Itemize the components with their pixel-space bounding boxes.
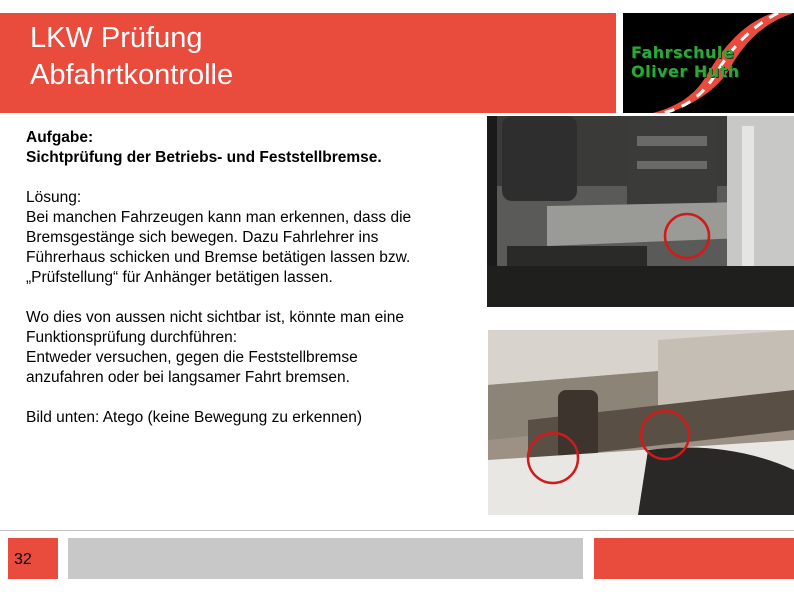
task-label: Aufgabe: [26,129,94,146]
task-text: Sichtprüfung der Betriebs- und Feststellbremse. [26,149,382,166]
title-line-2: Abfahrtkontrolle [30,59,234,91]
image-caption: Bild unten: Atego (keine Bewegung zu erkennen) [26,409,363,426]
solution-line: Führerhaus schicken und Bremse betätigen lassen bzw. [26,249,411,266]
content-body [26,128,476,428]
brake-photo-top [487,116,794,307]
footer-divider [0,530,794,531]
paragraph-line: anzufahren oder bei langsamer Fahrt bremsen. [26,369,350,386]
paragraph-line: Funktionsprüfung durchführen: [26,329,238,346]
logo-line-2: Oliver Huth [631,62,740,81]
paragraph-line: Wo dies von aussen nicht sichtbar ist, könnte man eine [26,309,404,326]
logo [623,13,794,113]
brake-photo-bottom [488,330,794,515]
footer-bar [68,538,583,579]
page-number: 32 [14,551,32,568]
slide-title [30,20,233,94]
solution-line: Bei manchen Fahrzeugen kann man erkennen, dass die [26,209,412,226]
solution-line: Bremsgestänge sich bewegen. Dazu Fahrlehrer ins [26,229,379,246]
paragraph-line: Entweder versuchen, gegen die Feststellbremse [26,349,358,366]
logo-text [631,43,740,81]
footer-accent [594,538,794,579]
title-line-1: LKW Prüfung [30,22,203,54]
solution-label: Lösung: [26,189,82,206]
solution-line: „Prüfstellung“ für Anhänger betätigen lassen. [26,269,333,286]
logo-line-1: Fahrschule [631,43,735,62]
